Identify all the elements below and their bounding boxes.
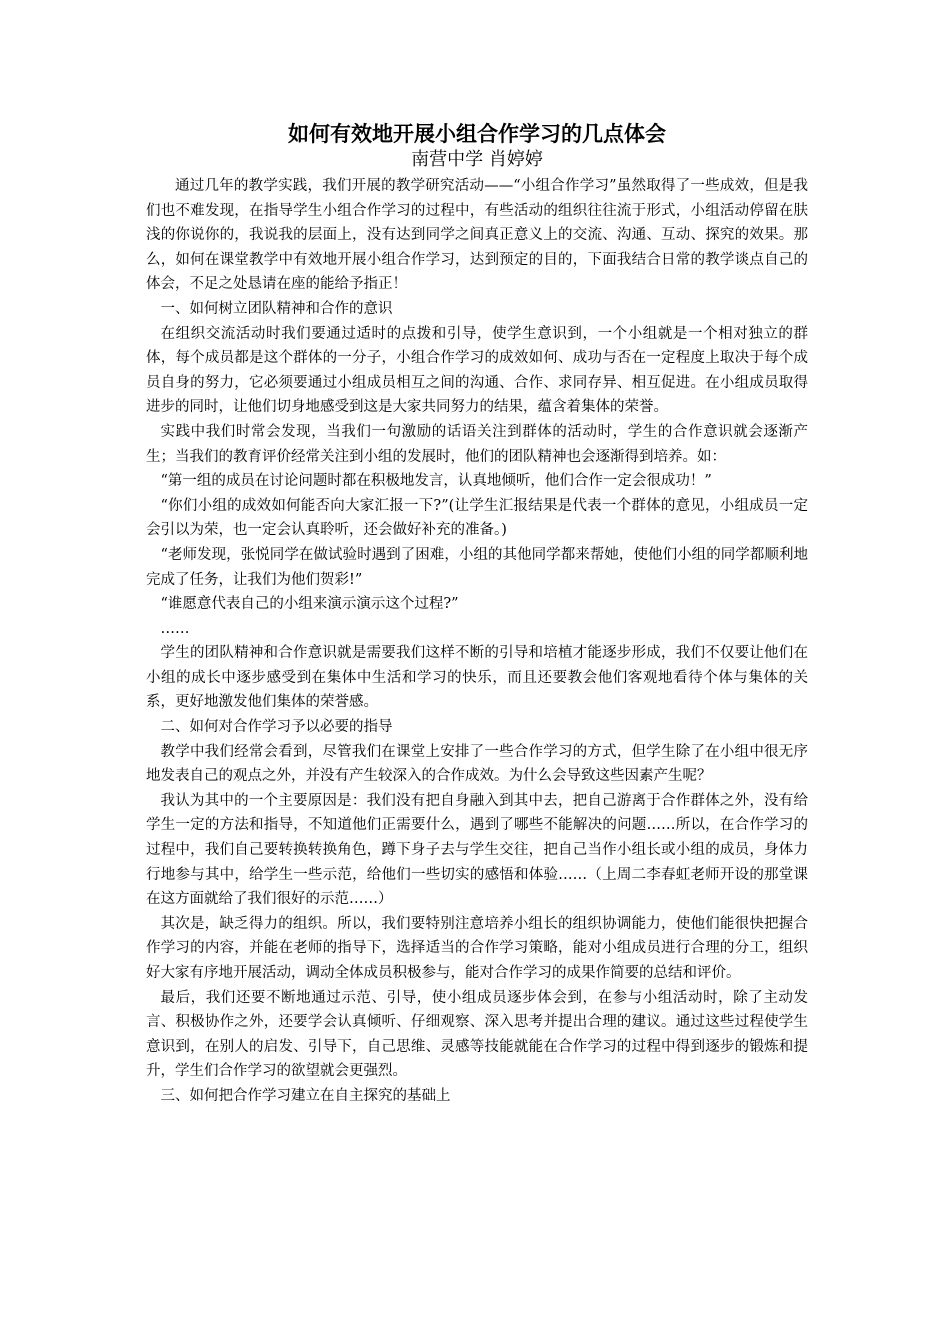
document-author: 南营中学 肖婷婷 [411,149,543,170]
paragraph: …… [160,620,190,637]
paragraph: “谁愿意代表自己的小组来演示演示这个过程?” [160,596,459,613]
document-body [146,174,808,1109]
section-heading: 二、如何对合作学习予以必要的指导 [160,719,393,736]
paragraph: 学生的团队精神和合作意识就是需要我们这样不断的引导和培植才能逐步形成，我们不仅要让他们在小组的成长中逐步感受到在集体中生活和学习的快乐，而且还要教会他们客观地看待个体与集体的关系，更好地激发他们集体的荣誉感。 [146,645,808,711]
paragraph: 通过几年的教学实践，我们开展的教学研究活动——“小组合作学习”虽然取得了一些成效，但是我们也不难发现，在指导学生小组合作学习的过程中，有些活动的组织往往流于形式，小组活动停留在肤浅的你说你的，我说我的层面上，没有达到同学之间真正意义上的交流、沟通、互动、探究的效果。那么，如何在课堂教学中有效地开展小组合作学习，达到预定的目的，下面我结合日常的教学谈点自己的体会，不足之处恳请在座的能给予指正！ [146,178,808,293]
section-heading: 三、如何把合作学习建立在自主探究的基础上 [160,1087,451,1104]
paragraph: “老师发现，张悦同学在做试验时遇到了困难，小组的其他同学都来帮她，使他们小组的同学都顺利地完成了任务，让我们为他们贺彩!” [146,546,808,588]
paragraph: 最后，我们还要不断地通过示范、引导，使小组成员逐步体会到，在参与小组活动时，除了主动发言、积极协作之外，还要学会认真倾听、仔细观察、深入思考并提出合理的建议。通过这些过程使学生意识到，在别人的启发、引导下，自己思维、灵感等技能就能在合作学习的过程中得到逐步的锻炼和提升，学生们合作学习的欲望就会更强烈。 [146,989,808,1080]
section-heading: 一、如何树立团队精神和合作的意识 [160,300,393,317]
paragraph: 实践中我们时常会发现，当我们一句激励的话语关注到群体的活动时，学生的合作意识就会逐渐产生；当我们的教育评价经常关注到小组的发展时，他们的团队精神也会逐渐得到培养。如： [146,423,808,465]
document-page [146,120,808,1109]
paragraph: 其次是，缺乏得力的组织。所以，我们要特别注意培养小组长的组织协调能力，使他们能很快把握合作学习的内容，并能在老师的指导下，选择适当的合作学习策略，能对小组成员进行合理的分工，组织好大家有序地开展活动，调动全体成员积极参与，能对合作学习的成果作简要的总结和评价。 [146,915,808,981]
paragraph: 在组织交流活动时我们要通过适时的点拨和引导，使学生意识到，一个小组就是一个相对独立的群体，每个成员都是这个群体的一分子，小组合作学习的成效如何、成功与否在一定程度上取决于每个成员自身的努力，它必须要通过小组成员相互之间的沟通、合作、求同存异、相互促进。在小组成员取得进步的同时，让他们切身地感受到这是大家共同努力的结果，蕴含着集体的荣誉。 [146,325,808,416]
paragraph: 我认为其中的一个主要原因是：我们没有把自身融入到其中去，把自己游离于合作群体之外，没有给学生一定的方法和指导，不知道他们正需要什么，遇到了哪些不能解决的问题……所以，在合作学习的过程中，我们自己要转换转换角色，蹲下身子去与学生交往，把自己当作小组长或小组的成员，身体力行地参与其中，给学生一些示范，给他们一些切实的感悟和体验……（上周二李春虹老师开设的那堂课在这方面就给了我们很好的示范……） [146,792,808,908]
paragraph: “第一组的成员在讨论问题时都在积极地发言，认真地倾听，他们合作一定会很成功！” [160,473,712,490]
document-title: 如何有效地开展小组合作学习的几点体会 [288,121,666,146]
paragraph: 教学中我们经常会看到，尽管我们在课堂上安排了一些合作学习的方式，但学生除了在小组中很无序地发表自己的观点之外，并没有产生较深入的合作成效。为什么会导致这些因素产生呢？ [146,743,808,785]
paragraph: “你们小组的成效如何能否向大家汇报一下?”(让学生汇报结果是代表一个群体的意见，小组成员一定会引以为荣，也一定会认真聆听，还会做好补充的准备。) [146,497,808,539]
